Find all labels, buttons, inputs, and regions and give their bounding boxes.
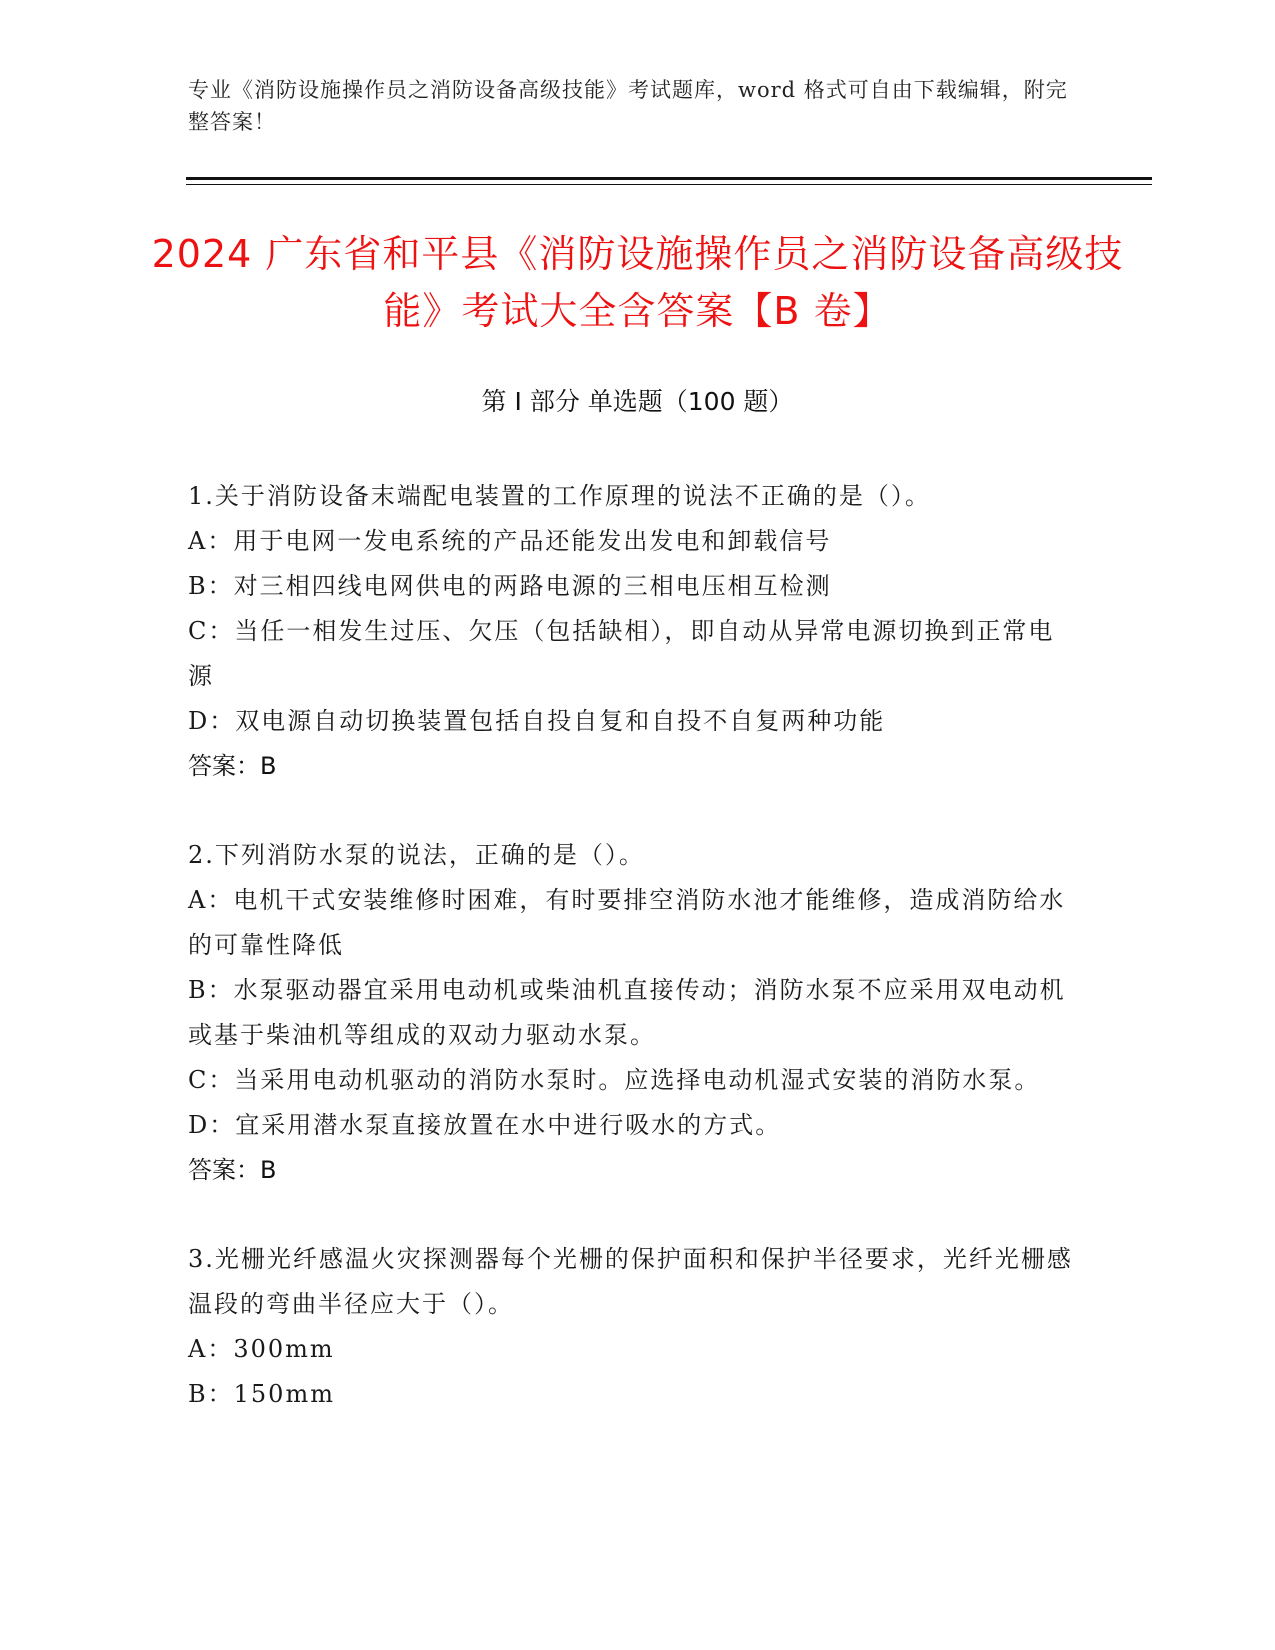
section-heading: 第 I 部分 单选题（100 题） [481,387,794,416]
option-d: D：双电源自动切换装置包括自投自复和自投不自复两种功能 [188,707,886,735]
question-stem: 3.光栅光纤感温火灾探测器每个光栅的保护面积和保护半径要求，光纤光栅感温段的弯曲半径应大于（）。 [188,1245,1073,1318]
option-a: A：电机干式安装维修时困难，有时要排空消防水池才能维修，造成消防给水的可靠性降低 [188,886,1066,959]
question-stem: 1.关于消防设备末端配电装置的工作原理的说法不正确的是（）。 [188,482,931,510]
option-c: C：当任一相发生过压、欠压（包括缺相），即自动从异常电源切换到正常电源 [188,617,1055,690]
option-a: A：用于电网一发电系统的产品还能发出发电和卸载信号 [188,527,832,555]
answer-text: 答案：B [188,752,277,780]
header-rule-thick [186,177,1152,180]
option-b: B：对三相四线电网供电的两路电源的三相电压相互检测 [188,572,832,600]
option-d: D：宜采用潜水泵直接放置在水中进行吸水的方式。 [188,1111,782,1139]
document-title: 2024 广东省和平县《消防设施操作员之消防设备高级技能》考试大全含答案【B 卷】 [151,232,1124,333]
answer-text: 答案：B [188,1156,277,1184]
header-note: 专业《消防设施操作员之消防设备高级技能》考试题库，word 格式可自由下载编辑，附完整答案！ [188,78,1068,134]
question-2 [188,833,1078,1193]
question-stem: 2.下列消防水泵的说法，正确的是（）。 [188,841,645,869]
question-1 [188,474,1078,789]
option-b: B：水泵驱动器宜采用电动机或柴油机直接传动；消防水泵不应采用双电动机或基于柴油机等组成的双动力驱动水泵。 [188,976,1066,1049]
option-b: B：150mm [188,1380,335,1408]
question-list [188,474,1078,1461]
question-3 [188,1237,1078,1417]
header-rule-thin [186,184,1152,185]
option-a: A：300mm [188,1335,335,1363]
option-c: C：当采用电动机驱动的消防水泵时。应选择电动机湿式安装的消防水泵。 [188,1066,1041,1094]
